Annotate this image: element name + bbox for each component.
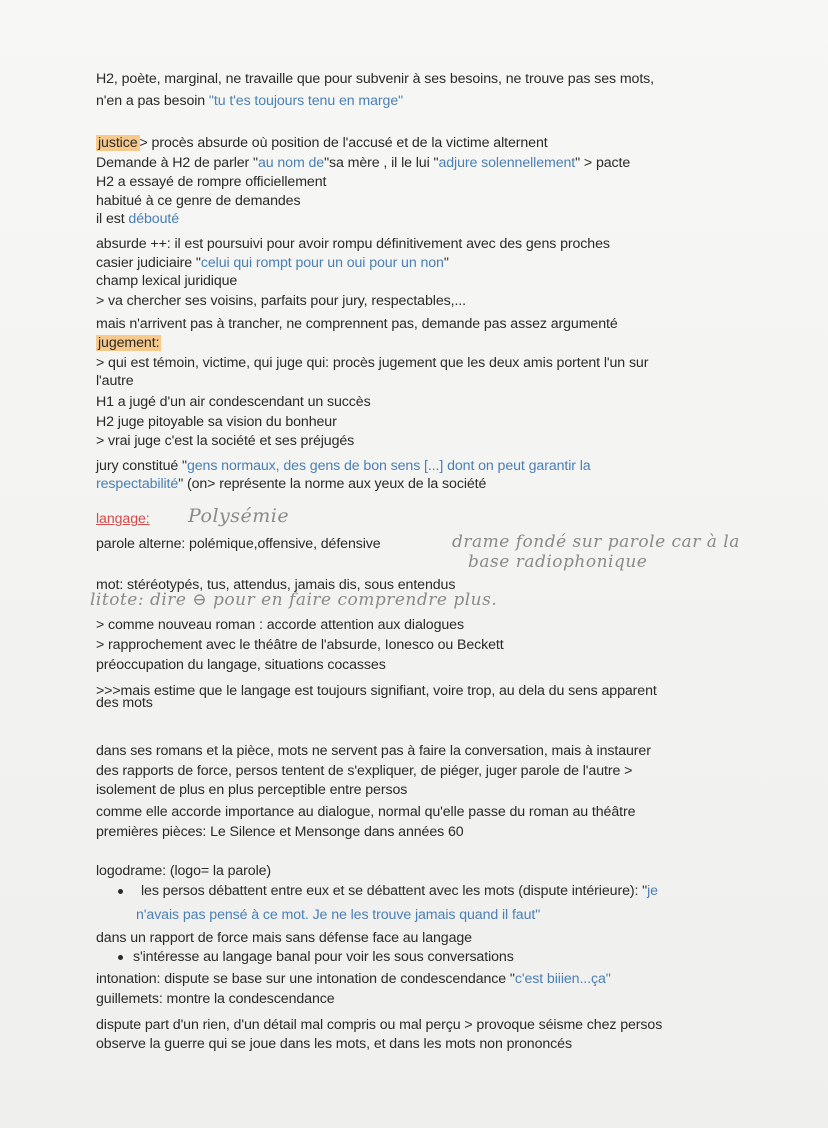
note-line: > rapprochement avec le théâtre de l'absurde, Ionesco ou Beckett (96, 637, 504, 653)
quote: "tu t'es toujours tenu en marge" (208, 93, 404, 109)
quote: débouté (128, 211, 180, 227)
section-label-langage: langage: (96, 511, 150, 527)
handwritten-annotation: Polysémie (188, 505, 290, 527)
note-line: parole alterne: polémique,offensive, défensive (96, 536, 381, 552)
note-line: champ lexical juridique (96, 273, 238, 289)
note-line (141, 882, 658, 900)
note-line (96, 970, 611, 988)
note-line: > qui est témoin, victime, qui juge qui: procès jugement que les deux amis portent l'un sur (96, 355, 649, 371)
section-label-justice: justice (98, 135, 138, 151)
quote: adjure solennellement (438, 155, 576, 171)
note-line: mais n'arrivent pas à trancher, ne comprennent pas, demande pas assez argumenté (96, 316, 618, 332)
text: "sa mère , il le lui " (324, 155, 439, 171)
note-line: mot: stéréotypés, tus, attendus, jamais dis, sous entendus (96, 577, 456, 593)
quote: c'est biiien...ça (514, 971, 606, 987)
note-line (96, 457, 591, 475)
quote: n'avais pas pensé à ce mot. Je ne les trouve jamais quand il faut (136, 907, 536, 923)
quote: " (535, 907, 541, 923)
note-line: observe la guerre qui se joue dans les mots, et dans les mots non prononcés (96, 1036, 572, 1052)
quote: gens normaux, des gens de bon sens [...] dont on peut garantir la (186, 458, 591, 474)
note-line: > comme nouveau roman : accorde attention aux dialogues (96, 617, 464, 633)
note-line: > va chercher ses voisins, parfaits pour jury, respectables,... (96, 293, 466, 309)
text: " > pacte (575, 155, 631, 171)
quote: celui qui rompt pour un oui pour un non (200, 255, 444, 271)
text: " (on> représente la norme aux yeux de la société (178, 476, 487, 492)
text: " (443, 255, 449, 271)
text: il est (96, 211, 129, 227)
handwritten-annotation: drame fondé sur parole car à la (452, 532, 740, 552)
text: jury constitué " (96, 458, 187, 474)
note-line: isolement de plus en plus perceptible entre persos (96, 782, 408, 798)
note-line (136, 906, 540, 924)
text: > procès absurde où position de l'accusé et de la victime alternent (139, 135, 548, 151)
text: Demande à H2 de parler " (96, 155, 258, 171)
note-line (96, 475, 486, 493)
note-line: logodrame: (logo= la parole) (96, 863, 272, 879)
section-label-jugement: jugement: (98, 335, 160, 351)
note-line: dans ses romans et la pièce, mots ne servent pas à faire la conversation, mais à instaurer (96, 743, 651, 759)
quote: au nom de (257, 155, 325, 171)
note-line: H2 a essayé de rompre officiellement (96, 174, 327, 190)
note-line (96, 254, 449, 272)
quote: je (647, 883, 658, 899)
note-line: des rapports de force, persos tentent de s'expliquer, de piéger, juger parole de l'autre > (96, 763, 633, 779)
text: n'en a pas besoin (96, 93, 209, 109)
note-line (96, 154, 630, 172)
note-line: H1 a jugé d'un air condescendant un succès (96, 394, 371, 410)
note-line: absurde ++: il est poursuivi pour avoir rompu définitivement avec des gens proches (96, 236, 610, 252)
bullet-icon (118, 889, 123, 894)
handwritten-annotation: litote: dire ⊖ pour en faire comprendre plus. (90, 590, 498, 610)
quote: respectabilité (96, 476, 179, 492)
note-line: préoccupation du langage, situations cocasses (96, 657, 386, 673)
bullet-icon (118, 955, 123, 960)
note-line (96, 334, 161, 352)
quote: " (605, 971, 611, 987)
text: intonation: dispute se base sur une intonation de condescendance " (96, 971, 515, 987)
text: casier judiciaire " (96, 255, 201, 271)
note-line: > vrai juge c'est la société et ses préjugés (96, 433, 355, 449)
note-line (96, 92, 403, 110)
note-line: dispute part d'un rien, d'un détail mal compris ou mal perçu > provoque séisme chez persos (96, 1017, 663, 1033)
text: les persos débattent entre eux et se débattent avec les mots (dispute intérieure): " (141, 883, 648, 899)
note-line: premières pièces: Le Silence et Mensonge dans années 60 (96, 824, 464, 840)
handwritten-annotation: base radiophonique (468, 552, 648, 572)
note-line: guillemets: montre la condescendance (96, 991, 335, 1007)
note-line (96, 210, 179, 228)
text: H2, poète, marginal, ne travaille que pour subvenir à ses besoins, ne trouve pas ses mots, (96, 71, 655, 87)
note-line (96, 134, 548, 152)
note-line (96, 510, 150, 528)
note-line: H2 juge pitoyable sa vision du bonheur (96, 414, 337, 430)
note-line: dans un rapport de force mais sans défense face au langage (96, 930, 472, 946)
note-line: >>>mais estime que le langage est toujours signifiant, voire trop, au dela du sens apparent (96, 683, 657, 699)
note-line: s'intéresse au langage banal pour voir les sous conversations (133, 949, 514, 965)
note-line: habitué à ce genre de demandes (96, 193, 301, 209)
note-line: l'autre (96, 373, 134, 389)
note-line: des mots (96, 695, 153, 711)
note-line: comme elle accorde importance au dialogue, normal qu'elle passe du roman au théâtre (96, 804, 636, 820)
note-line (96, 70, 654, 88)
